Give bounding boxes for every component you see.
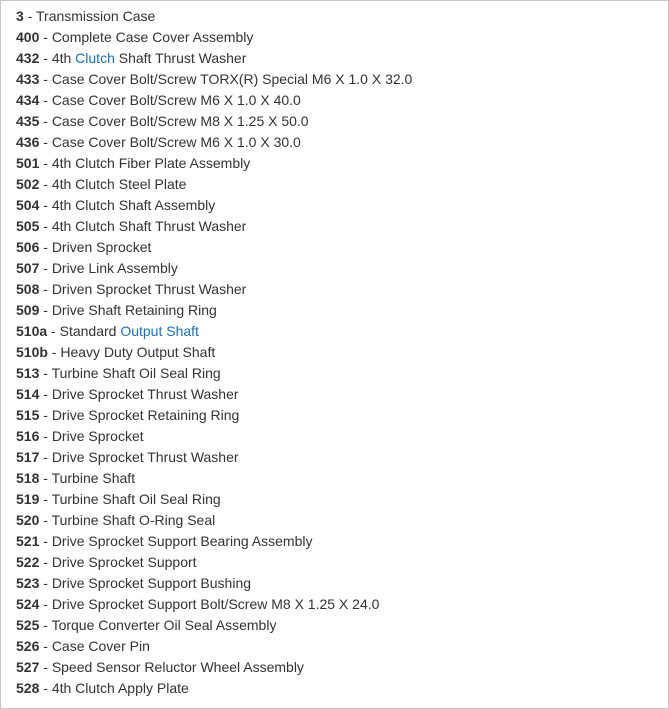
part-number: 523 [16, 575, 40, 591]
list-item [16, 447, 668, 468]
part-description: Speed Sensor Reluctor Wheel Assembly [51, 659, 304, 675]
list-item [16, 342, 668, 363]
part-separator: - [39, 617, 52, 633]
part-number: 525 [16, 617, 40, 633]
part-separator: - [39, 155, 52, 171]
part-number: 505 [16, 218, 40, 234]
part-separator: - [39, 71, 52, 87]
list-item [16, 111, 668, 132]
list-item [16, 195, 668, 216]
part-number: 507 [16, 260, 40, 276]
part-description: Shaft Thrust Washer [114, 50, 247, 66]
part-description: Case Cover Bolt/Screw TORX(R) Special M6 X 1.0 X 32.0 [51, 71, 413, 87]
part-separator: - [39, 596, 52, 612]
part-number: 435 [16, 113, 40, 129]
part-separator: - [39, 197, 52, 213]
part-description: 4th Clutch Shaft Thrust Washer [51, 218, 247, 234]
part-description: Driven Sprocket [51, 239, 152, 255]
part-separator: - [39, 386, 52, 402]
part-separator: - [39, 638, 52, 654]
part-separator: - [23, 8, 36, 24]
part-description: 4th Clutch Steel Plate [51, 176, 187, 192]
list-item [16, 279, 668, 300]
part-separator: - [39, 176, 52, 192]
part-separator: - [39, 113, 52, 129]
part-separator: - [39, 470, 52, 486]
list-item [16, 258, 668, 279]
part-separator: - [39, 92, 52, 108]
list-item [16, 174, 668, 195]
list-item [16, 132, 668, 153]
list-item [16, 489, 668, 510]
list-item [16, 237, 668, 258]
part-description: Turbine Shaft Oil Seal Ring [51, 365, 221, 381]
part-number: 506 [16, 239, 40, 255]
list-item [16, 405, 668, 426]
part-description: Turbine Shaft Oil Seal Ring [51, 491, 221, 507]
part-number: 518 [16, 470, 40, 486]
part-description: Drive Shaft Retaining Ring [51, 302, 217, 318]
part-number: 510a [16, 323, 48, 339]
part-separator: - [39, 659, 52, 675]
part-number: 516 [16, 428, 40, 444]
part-description: Case Cover Pin [51, 638, 150, 654]
list-item [16, 27, 668, 48]
part-number: 433 [16, 71, 40, 87]
part-description: 4th Clutch Fiber Plate Assembly [51, 155, 251, 171]
part-number: 513 [16, 365, 40, 381]
part-number: 520 [16, 512, 40, 528]
list-item [16, 6, 668, 27]
part-separator: - [39, 449, 52, 465]
part-description: Turbine Shaft O-Ring Seal [51, 512, 216, 528]
part-number: 502 [16, 176, 40, 192]
part-description: Drive Sprocket Support Bushing [51, 575, 252, 591]
list-item [16, 69, 668, 90]
part-description-link[interactable]: Clutch [75, 50, 115, 66]
part-description: Drive Sprocket Support Bolt/Screw M8 X 1.25 X 24.0 [51, 596, 380, 612]
part-description: Complete Case Cover Assembly [51, 29, 254, 45]
part-number: 436 [16, 134, 40, 150]
part-description: Drive Sprocket Retaining Ring [51, 407, 240, 423]
part-separator: - [39, 29, 52, 45]
part-number: 514 [16, 386, 40, 402]
part-description: Drive Sprocket [51, 428, 144, 444]
part-number: 400 [16, 29, 40, 45]
list-item [16, 636, 668, 657]
part-number: 434 [16, 92, 40, 108]
list-item [16, 216, 668, 237]
part-separator: - [39, 365, 52, 381]
part-separator: - [39, 134, 52, 150]
list-item [16, 594, 668, 615]
parts-list [1, 1, 668, 699]
part-separator: - [39, 302, 52, 318]
part-number: 508 [16, 281, 40, 297]
part-number: 519 [16, 491, 40, 507]
part-separator: - [39, 491, 52, 507]
list-item [16, 531, 668, 552]
part-description-link[interactable]: Output Shaft [120, 323, 199, 339]
list-item [16, 90, 668, 111]
part-separator: - [47, 344, 61, 360]
part-description: Drive Link Assembly [51, 260, 178, 276]
part-number: 509 [16, 302, 40, 318]
part-description: Case Cover Bolt/Screw M6 X 1.0 X 40.0 [51, 92, 301, 108]
list-item [16, 384, 668, 405]
part-number: 527 [16, 659, 40, 675]
part-number: 432 [16, 50, 40, 66]
part-number: 504 [16, 197, 40, 213]
list-item [16, 48, 668, 69]
list-item [16, 657, 668, 678]
list-item [16, 468, 668, 489]
list-item [16, 321, 668, 342]
part-description: Torque Converter Oil Seal Assembly [51, 617, 277, 633]
part-separator: - [39, 281, 52, 297]
part-separator: - [39, 407, 52, 423]
part-separator: - [39, 260, 52, 276]
list-item [16, 300, 668, 321]
part-separator: - [39, 428, 52, 444]
part-description: Driven Sprocket Thrust Washer [51, 281, 247, 297]
part-number: 528 [16, 680, 40, 696]
part-description: Drive Sprocket Support Bearing Assembly [51, 533, 313, 549]
part-number: 501 [16, 155, 40, 171]
part-number: 510b [16, 344, 48, 360]
part-number: 526 [16, 638, 40, 654]
part-description: Drive Sprocket Thrust Washer [51, 449, 239, 465]
part-separator: - [39, 554, 52, 570]
list-item [16, 615, 668, 636]
part-separator: - [39, 533, 52, 549]
part-separator: - [39, 218, 52, 234]
part-separator: - [39, 680, 52, 696]
part-description: Drive Sprocket Thrust Washer [51, 386, 239, 402]
list-item [16, 153, 668, 174]
part-description: Standard [59, 323, 121, 339]
part-number: 524 [16, 596, 40, 612]
part-description: 4th [51, 50, 76, 66]
part-description: Heavy Duty Output Shaft [60, 344, 216, 360]
part-separator: - [47, 323, 60, 339]
list-item [16, 573, 668, 594]
part-number: 517 [16, 449, 40, 465]
part-description: Turbine Shaft [51, 470, 136, 486]
list-item [16, 363, 668, 384]
part-separator: - [39, 50, 52, 66]
part-description: Case Cover Bolt/Screw M6 X 1.0 X 30.0 [51, 134, 301, 150]
part-separator: - [39, 239, 52, 255]
part-description: Case Cover Bolt/Screw M8 X 1.25 X 50.0 [51, 113, 309, 129]
list-item [16, 510, 668, 531]
part-number: 3 [16, 8, 24, 24]
list-item [16, 678, 668, 699]
part-number: 515 [16, 407, 40, 423]
part-description: Drive Sprocket Support [51, 554, 197, 570]
part-description: Transmission Case [36, 8, 156, 24]
list-item [16, 426, 668, 447]
part-separator: - [39, 575, 52, 591]
part-number: 522 [16, 554, 40, 570]
part-separator: - [39, 512, 52, 528]
part-description: 4th Clutch Shaft Assembly [51, 197, 216, 213]
part-number: 521 [16, 533, 40, 549]
part-description: 4th Clutch Apply Plate [51, 680, 189, 696]
list-item [16, 552, 668, 573]
